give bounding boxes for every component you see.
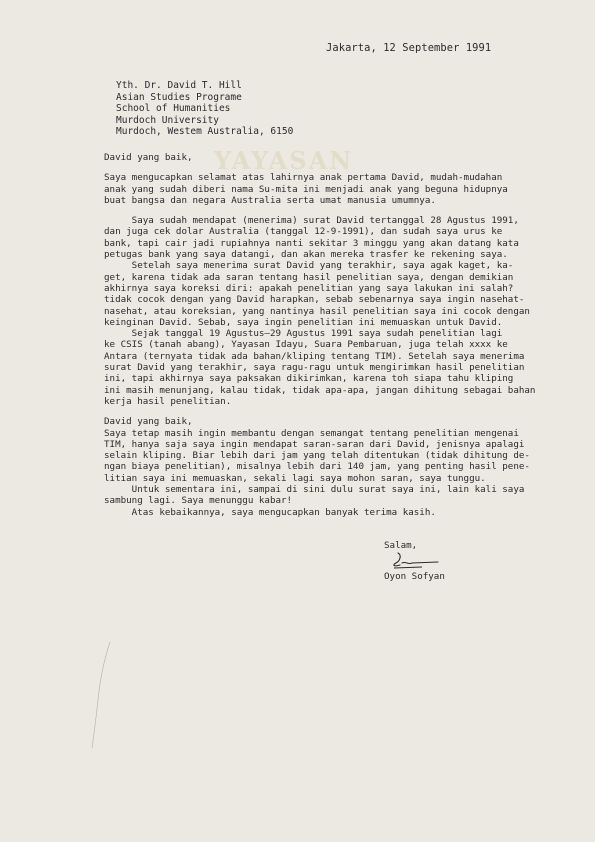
address-line: Murdoch, Westem Australia, 6150 [116, 126, 294, 138]
paragraph [104, 507, 544, 518]
body-line: nasehat, atau koreksian, yang nantinya hasil penelitian saya ini cocok dengan [104, 305, 530, 317]
body-line: tidak cocok dengan yang David harapkan, sebab sebenarnya saya ingin nasehat- [104, 294, 525, 306]
body-line: ini, tapi akhirnya saya paksakan dikirimkan, karena toh siapa tahu kliping [104, 373, 514, 385]
body-line: keinginan David. Sebab, saya ingin penelitian ini memuaskan untuk David. [104, 316, 503, 328]
signature-name: Oyon Sofyan [384, 571, 445, 582]
pencil-mark-icon [80, 640, 120, 750]
address-line: Asian Studies Programe [116, 91, 242, 103]
body-line: buat bangsa dan negara Australia serta umat manusia umumnya. [104, 194, 436, 206]
salutation: David yang baik, [104, 152, 193, 163]
body-line: Antara (ternyata tidak ada bahan/kliping tentang TIM). Setelah saya menerima [104, 350, 525, 362]
paragraph [104, 172, 544, 206]
signature-icon [388, 551, 448, 573]
paragraph [104, 484, 544, 507]
body-line: Saya tetap masih ingin membantu dengan semangat tentang penelitian mengenai [104, 427, 519, 439]
body-line: sambung lagi. Saya menunggu kabar! [104, 495, 293, 507]
recipient-address [116, 80, 293, 138]
body-line: selain kliping. Biar lebih dari jam yang telah ditentukan (tidak dihitung de- [104, 450, 530, 462]
body-line: TIM, hanya saja saya ingin mendapat saran-saran dari David, jenisnya apalagi [104, 438, 525, 450]
closing: Salam, [384, 540, 418, 551]
body-line: Saya mengucapkan selamat atas lahirnya anak pertama David, mudah-mudahan [104, 172, 503, 184]
body-line: ngan biaya penelitian), misalnya lebih dari 140 jam, yang penting hasil pene- [104, 461, 530, 473]
body-line: get, karena tidak ada saran tentang hasil penelitian saya, dengan demikian [104, 271, 514, 283]
address-line: Yth. Dr. David T. Hill [116, 80, 242, 91]
paragraph [104, 260, 544, 328]
address-line: Murdoch University [116, 114, 219, 126]
letter-date: Jakarta, 12 September 1991 [326, 42, 492, 54]
body-line: Sejak tanggal 19 Agustus—29 Agustus 1991 saya sudah penelitian lagi [104, 328, 503, 340]
body-line: akhirnya saya koreksi diri: apakah penelitian yang saya lakukan ini salah? [104, 282, 514, 294]
body-line: Untuk sementara ini, sampai di sini dulu surat saya ini, lain kali saya [104, 484, 525, 496]
body-line: petugas bank yang saya datangi, dan akan mereka trasfer ke rekening saya. [104, 249, 508, 261]
body-line: Saya sudah mendapat (menerima) surat David tertanggal 28 Agustus 1991, [104, 215, 519, 227]
salutation-second: David yang baik, [104, 416, 193, 428]
body-line: dan juga cek dolar Australia (tanggal 12-9-1991), dan sudah saya urus ke [104, 226, 503, 238]
body-line: ini masih menunjang, kalau tidak, tidak apa-apa, jangan dihitung sebagai bahan [104, 384, 536, 396]
body-line: litian saya ini memuaskan, sekali lagi saya mohon saran, saya tunggu. [104, 472, 486, 484]
body-line: kerja hasil penelitian. [104, 395, 232, 407]
paragraph [104, 428, 544, 484]
body-line: ke CSIS (tanah abang), Yayasan Idayu, Suara Pembaruan, juga telah xxxx ke [104, 339, 508, 351]
body-line: Atas kebaikannya, saya mengucapkan banyak terima kasih. [104, 506, 436, 518]
paragraph [104, 215, 544, 260]
paragraph [104, 328, 544, 407]
body-line: anak yang sudah diberi nama Su-mita ini menjadi anak yang beguna hidupnya [104, 183, 508, 195]
letter-body [104, 152, 544, 518]
body-line: surat David yang terakhir, saya ragu-ragu untuk mengirimkan hasil penelitian [104, 362, 525, 374]
body-line: Setelah saya menerima surat David yang terakhir, saya agak kaget, ka- [104, 260, 514, 272]
body-line: bank, tapi cair jadi rupiahnya nanti sekitar 3 minggu yang akan datang kata [104, 237, 519, 249]
watermark-logo: YAYASAN [214, 146, 354, 175]
address-line: School of Humanities [116, 103, 231, 115]
